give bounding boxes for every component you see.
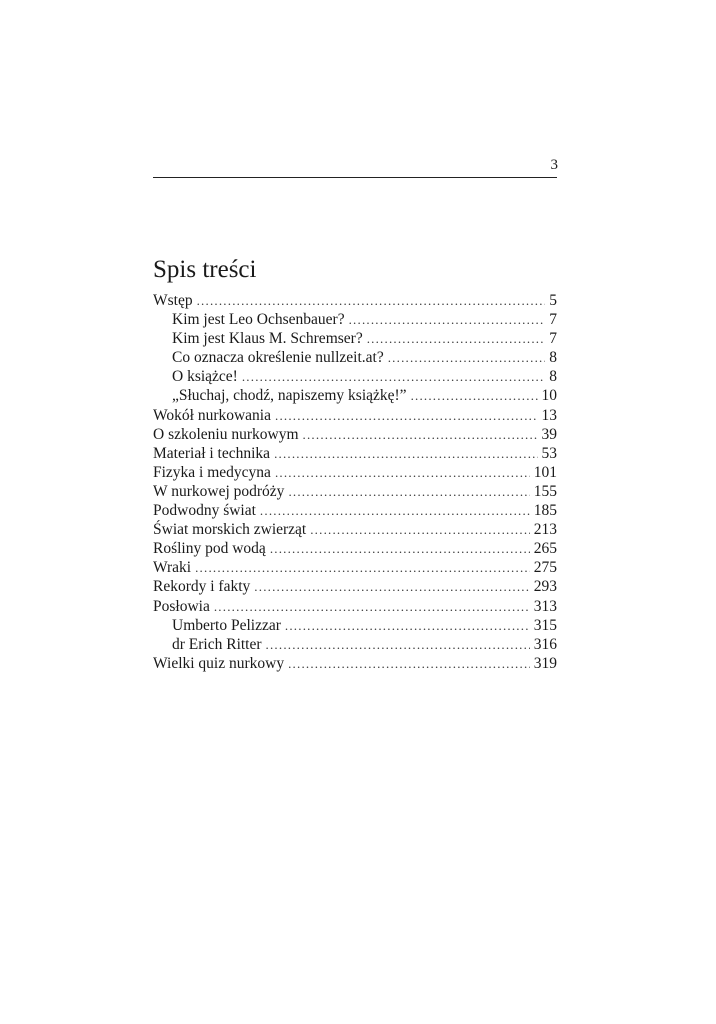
toc-entry-label: O książce! [172,368,238,386]
toc-leader-dots [260,501,530,520]
toc-leader-dots [197,291,546,310]
toc-entry-page: 7 [549,330,557,348]
toc-entry [153,425,557,444]
toc-entry [153,520,557,539]
toc-entry [153,501,557,520]
toc-leader-dots [388,348,546,367]
toc-leader-dots [270,539,530,558]
toc-leader-dots [242,367,545,386]
toc-entry-page: 8 [549,368,557,386]
toc-entry [153,329,557,348]
toc-entry [153,406,557,425]
toc-entry-label: Fizyka i medycyna [153,463,271,481]
toc-entry-label: Rośliny pod wodą [153,540,266,558]
toc-leader-dots [275,463,530,482]
toc-entry-label: Świat morskich zwierząt [153,521,307,539]
toc-entry-page: 275 [533,559,557,577]
toc-entry-label: Wstęp [153,292,193,309]
toc-entry-page: 319 [533,654,557,672]
toc-entry-page: 155 [533,482,557,500]
toc-entry-label: Co oznacza określenie nullzeit.at? [172,349,384,367]
toc-entry-label: dr Erich Ritter [172,635,262,653]
toc-entry-label: Rekordy i fakty [153,578,251,596]
toc-entry-page: 265 [533,540,557,558]
toc-entry [153,291,557,310]
toc-entry-page: 316 [533,635,557,653]
toc-leader-dots [288,654,530,673]
toc-title: Spis treści [153,256,257,283]
toc-entry [153,310,557,329]
toc-entry-page: 101 [533,463,557,481]
toc-entry [153,654,557,673]
toc-entry-page: 53 [541,444,557,462]
toc-leader-dots [411,386,538,405]
toc-entry [153,482,557,501]
toc-entry-label: Kim jest Leo Ochsenbauer? [172,311,345,329]
toc-entry [153,616,557,635]
toc-leader-dots [266,635,530,654]
toc-entry [153,635,557,654]
toc-entry-page: 313 [533,597,557,615]
toc-entry-label: Posłowia [153,597,210,615]
toc-entry [153,558,557,577]
toc-leader-dots [310,520,530,539]
table-of-contents [153,291,557,673]
toc-entry-label: Umberto Pelizzar [172,616,281,634]
toc-entry-label: Materiał i technika [153,444,271,462]
toc-entry-label: Wraki [153,559,192,577]
toc-leader-dots [254,577,529,596]
toc-entry-page: 293 [533,578,557,596]
toc-entry [153,463,557,482]
toc-leader-dots [288,482,529,501]
toc-leader-dots [214,597,530,616]
toc-leader-dots [367,329,546,348]
toc-entry-page: 315 [533,616,557,634]
toc-entry [153,386,557,405]
toc-entry-label: Wielki quiz nurkowy [153,654,285,672]
toc-leader-dots [303,425,538,444]
toc-entry-page: 10 [541,387,557,405]
toc-entry-page: 213 [533,521,557,539]
toc-leader-dots [274,444,537,463]
toc-entry [153,577,557,596]
page-number: 3 [550,157,558,173]
toc-entry [153,597,557,616]
toc-entry-page: 39 [541,425,557,443]
toc-entry-page: 13 [541,406,557,424]
toc-entry-label: O szkoleniu nurkowym [153,425,299,443]
toc-entry-page: 8 [549,349,557,367]
toc-leader-dots [275,406,538,425]
toc-entry-label: „Słuchaj, chodź, napiszemy książkę!” [172,387,407,405]
toc-entry [153,539,557,558]
toc-entry-page: 7 [549,311,557,329]
toc-entry [153,444,557,463]
toc-leader-dots [285,616,530,635]
header-rule [153,177,557,178]
toc-entry [153,348,557,367]
toc-entry-page: 185 [533,502,557,520]
toc-entry-page: 5 [549,292,557,309]
toc-leader-dots [195,558,530,577]
toc-leader-dots [349,310,546,329]
toc-entry-label: Kim jest Klaus M. Schremser? [172,330,363,348]
toc-entry [153,367,557,386]
toc-entry-label: Wokół nurkowania [153,406,271,424]
toc-entry-label: W nurkowej podróży [153,482,285,500]
toc-entry-label: Podwodny świat [153,502,256,520]
